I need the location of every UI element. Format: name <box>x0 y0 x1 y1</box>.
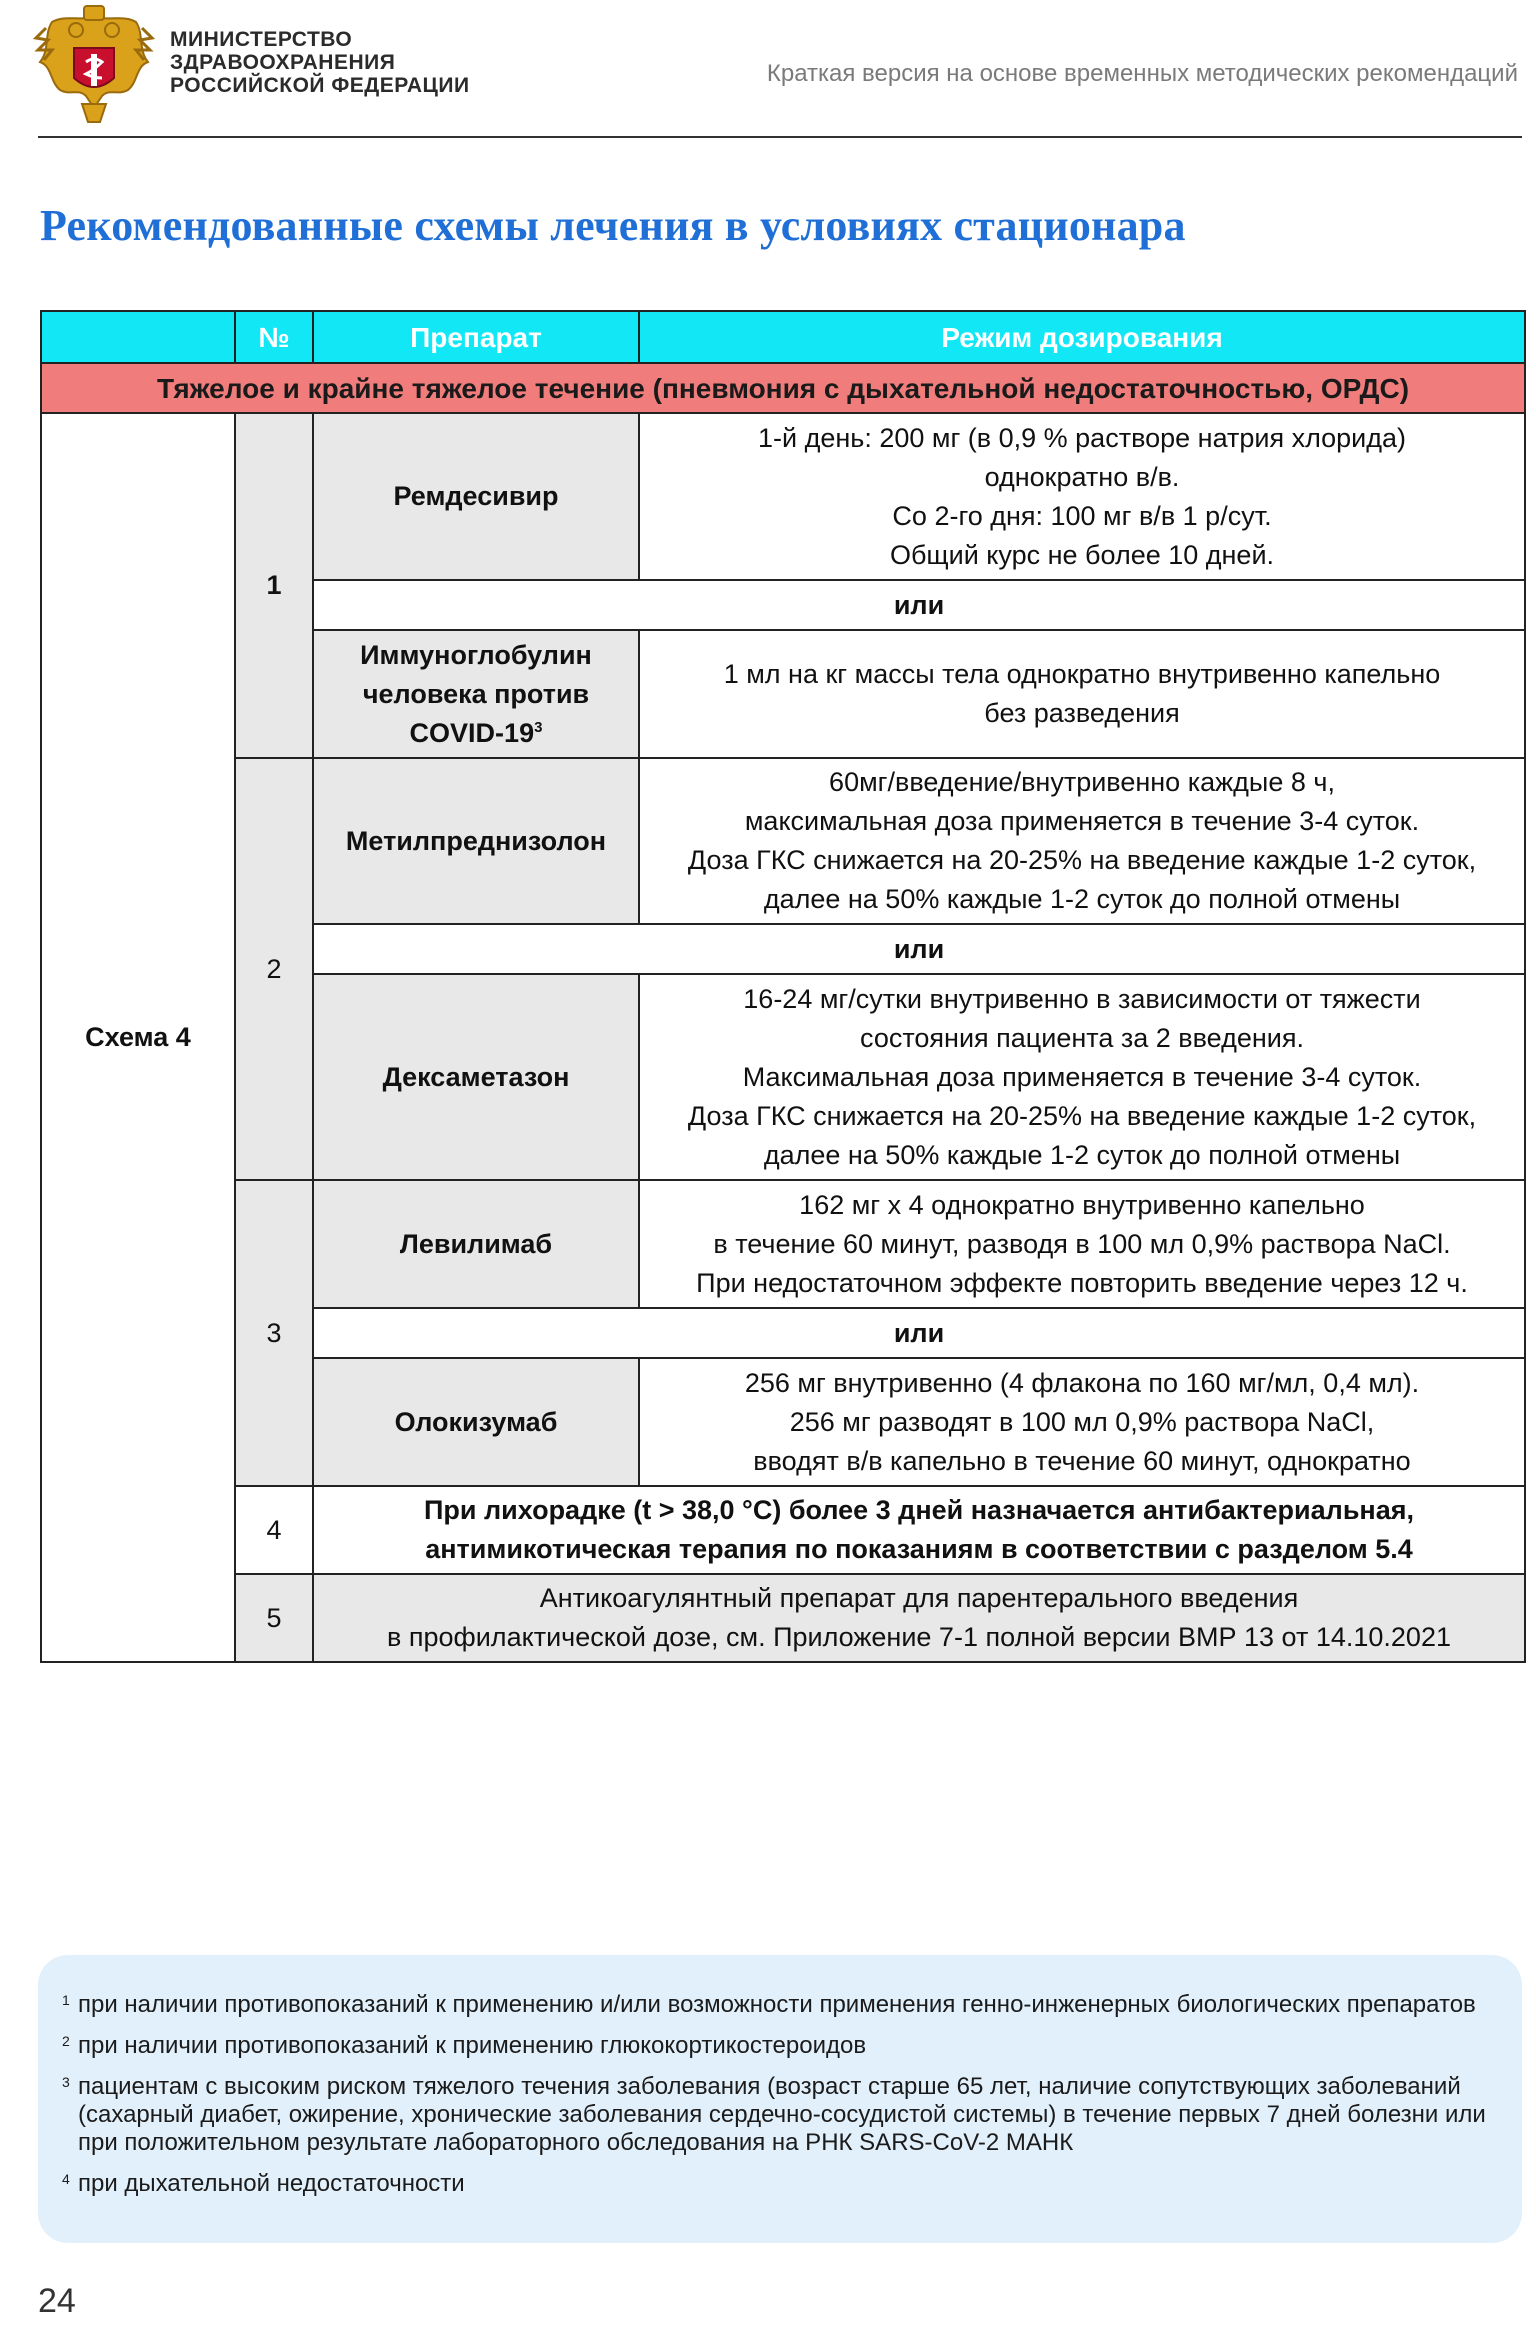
dosage-line: Доза ГКС снижается на 20-25% на введение каждые 1-2 суток, <box>687 845 1477 875</box>
drug-name: Левилимаб <box>313 1180 639 1308</box>
dosage-line: Со 2-го дня: 100 мг в/в 1 р/сут. <box>892 500 1272 531</box>
dosage-text <box>639 630 1525 758</box>
drug-name: Дексаметазон <box>313 974 639 1180</box>
note-line: антимикотическая терапия по показаниям в соответствии с разделом 5.4 <box>425 1534 1413 1564</box>
dosage-line: 1 мл на кг массы тела однократно внутривенно капельно <box>723 659 1441 689</box>
drug-line: Иммуноглобулин <box>360 639 592 670</box>
table-row <box>41 413 1525 580</box>
footnote <box>62 1991 1492 2019</box>
drug-line: человека против <box>362 678 590 709</box>
dosage-line: 256 мг внутривенно (4 флакона по 160 мг/мл, 0,4 мл). <box>744 1367 1420 1398</box>
footnote-text: при дыхательной недостаточности <box>78 2170 465 2197</box>
drug-name: Ремдесивир <box>313 413 639 580</box>
dosage-line: однократно в/в. <box>984 461 1180 492</box>
dosage-line: 162 мг x 4 однократно внутривенно капельно <box>799 1189 1365 1220</box>
or-label: или <box>313 1308 1525 1358</box>
or-label: или <box>313 580 1525 630</box>
or-label: или <box>313 924 1525 974</box>
dosage-line: Доза ГКС снижается на 20-25% на введение каждые 1-2 суток, <box>687 1100 1477 1131</box>
dosage-line: без разведения <box>984 698 1180 728</box>
dosage-line: далее на 50% каждые 1-2 суток до полной отмены <box>763 1139 1401 1170</box>
dosage-text <box>639 1358 1525 1486</box>
footnote-text: при наличии противопоказаний к применению глюкокортикостероидов <box>78 2032 867 2059</box>
dosage-text <box>639 413 1525 580</box>
table-row <box>41 1180 1525 1308</box>
footnote-mark: 2 <box>62 2033 70 2049</box>
footnotes-box <box>38 1955 1522 2243</box>
severity-row <box>41 363 1525 413</box>
header-empty-cell <box>41 311 235 363</box>
footnote <box>62 2073 1492 2157</box>
dosage-line: в течение 60 минут, разводя в 100 мл 0,9% раствора NaCl. <box>713 1228 1451 1259</box>
note-line: Антикоагулянтный препарат для парентерального введения <box>539 1583 1299 1613</box>
dosage-line: 60мг/введение/внутривенно каждые 8 ч, <box>829 767 1335 797</box>
note-line: При лихорадке (t > 38,0 °C) более 3 дней назначается антибактериальная, <box>423 1495 1414 1525</box>
table-row <box>41 1574 1525 1662</box>
dosage-line: максимальная доза применяется в течение 3-4 суток. <box>744 806 1420 836</box>
dosage-text <box>639 1180 1525 1308</box>
header-drug: Препарат <box>313 311 639 363</box>
ministry-line: ЗДРАВООХРАНЕНИЯ <box>170 51 396 74</box>
page-number: 24 <box>38 2282 76 2320</box>
drug-line-text: COVID-19 <box>409 717 535 748</box>
footnote-mark: 3 <box>62 2074 70 2090</box>
page-header <box>0 0 1536 140</box>
dosage-line: При недостаточном эффекте повторить введение через 12 ч. <box>696 1267 1468 1298</box>
dosage-line: далее на 50% каждые 1-2 суток до полной отмены <box>763 884 1401 914</box>
severity-label: Тяжелое и крайне тяжелое течение (пневмония с дыхательной недостаточностью, ОРДС) <box>41 363 1525 413</box>
footnote-text: при наличии противопоказаний к применению и/или возможности применения генно-инженерных биологических препаратов <box>78 1991 1476 2018</box>
page-title: Рекомендованные схемы лечения в условиях стационара <box>40 201 1186 250</box>
ministry-line: МИНИСТЕРСТВО <box>170 28 353 51</box>
header-subtitle: Краткая версия на основе временных методических рекомендаций <box>766 60 1518 87</box>
treatment-scheme-table <box>40 310 1526 1663</box>
header-divider <box>38 136 1522 138</box>
dosage-text <box>639 974 1525 1180</box>
row-number: 1 <box>235 413 313 758</box>
schema-label: Схема 4 <box>41 413 235 1662</box>
drug-name: Метилпреднизолон <box>313 758 639 924</box>
ministry-line: РОССИЙСКОЙ ФЕДЕРАЦИИ <box>170 74 470 97</box>
row-number: 2 <box>235 758 313 1180</box>
row-number: 5 <box>235 1574 313 1662</box>
drug-line <box>320 714 632 753</box>
dosage-line: 16-24 мг/сутки внутривенно в зависимости от тяжести <box>743 983 1421 1014</box>
table-header-row <box>41 311 1525 363</box>
dosage-line: Общий курс не более 10 дней. <box>889 539 1275 570</box>
dosage-line: состояния пациента за 2 введения. <box>860 1022 1304 1053</box>
row-number: 3 <box>235 1180 313 1486</box>
russian-emblem-icon <box>30 4 158 128</box>
anticoagulant-note <box>313 1574 1525 1662</box>
table-row <box>41 758 1525 924</box>
drug-name <box>313 630 639 758</box>
header-dosage: Режим дозирования <box>639 311 1525 363</box>
footnote-text: пациентам с высоким риском тяжелого течения заболевания (возраст старше 65 лет, наличие сопутствующих заболеваний (сахарный диабет, ожирение, хронические заболевания сердечно-сосудистой системы) в течение первых 7 дней болезни или при положительном результате лабораторного обследования на РНК SARS-CoV-2 МАНК <box>78 2073 1486 2156</box>
footnote-mark: 4 <box>62 2171 70 2187</box>
dosage-line: 1-й день: 200 мг (в 0,9 % растворе натрия хлорида) <box>757 422 1407 453</box>
drug-name: Олокизумаб <box>313 1358 639 1486</box>
fever-note <box>313 1486 1525 1574</box>
ministry-name <box>170 28 470 97</box>
dosage-line: Максимальная доза применяется в течение 3-4 суток. <box>742 1061 1422 1092</box>
row-number: 4 <box>235 1486 313 1574</box>
footnote <box>62 2032 1492 2060</box>
footnote-ref: 3 <box>534 718 543 736</box>
dosage-line: 256 мг разводят в 100 мл 0,9% раствора NaCl, <box>789 1406 1375 1437</box>
header-num: № <box>235 311 313 363</box>
table-row <box>41 1486 1525 1574</box>
dosage-line: вводят в/в капельно в течение 60 минут, однократно <box>753 1445 1411 1476</box>
footnote-mark: 1 <box>62 1992 70 2008</box>
footnote <box>62 2170 1492 2198</box>
note-line: в профилактической дозе, см. Приложение 7-1 полной версии ВМР 13 от 14.10.2021 <box>387 1622 1451 1652</box>
dosage-text <box>639 758 1525 924</box>
